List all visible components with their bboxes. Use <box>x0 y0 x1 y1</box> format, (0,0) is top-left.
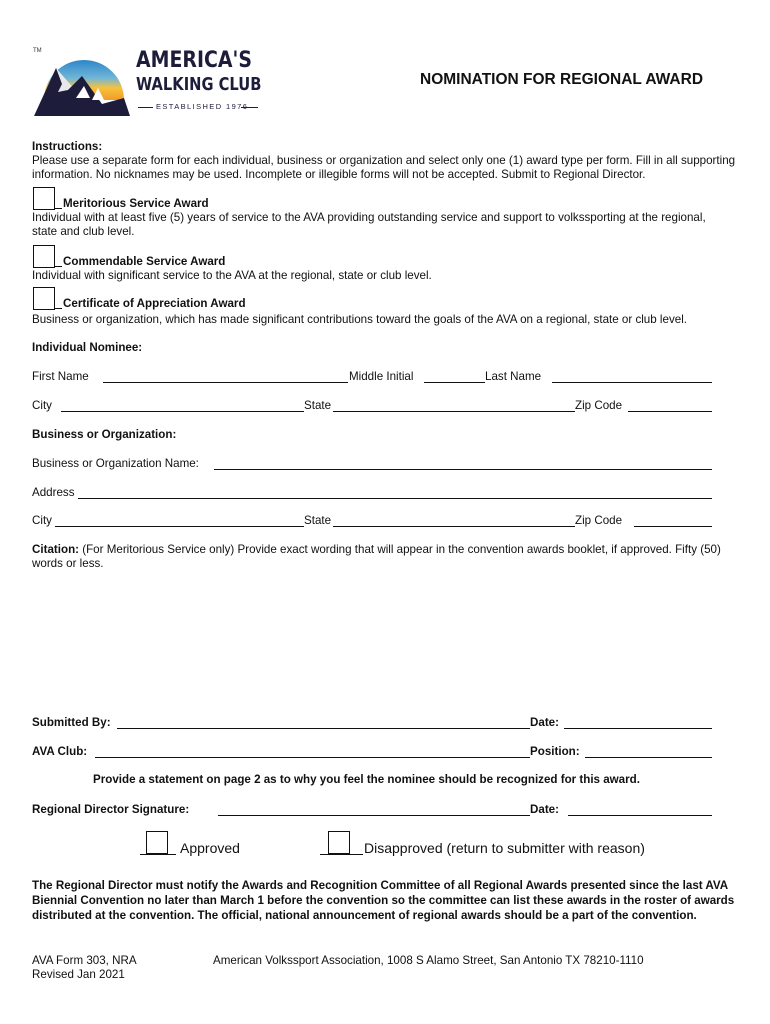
commendable-award-underline <box>54 266 62 267</box>
first-name-label: First Name <box>32 370 89 383</box>
citation-text: (For Meritorious Service only) Provide exact wording that will appear in the convention awards booklet, if approved. Fifty (50) words or less. <box>32 543 721 570</box>
citation-label: Citation: <box>32 543 80 556</box>
business-name-field[interactable] <box>214 469 712 470</box>
ava-club-field[interactable] <box>95 757 530 758</box>
logo-tagline: ESTABLISHED 1976 <box>156 102 249 111</box>
footer-revised: Revised Jan 2021 <box>32 968 125 981</box>
meritorious-award-checkbox[interactable] <box>33 187 55 210</box>
disapproved-underline <box>320 854 363 855</box>
middle-initial-field[interactable] <box>424 382 485 383</box>
zip-label: Zip Code <box>575 399 623 412</box>
business-address-label: Address <box>32 486 75 499</box>
state-label: State <box>304 399 332 412</box>
closing-note: The Regional Director must notify the Awards and Recognition Committee of all Regional Awards presented since the last AVA Biennial Convention no later than March 1 before the convention so the committee can list these awards in the roster of awards distributed at the convention. The official, national announcement of regional awards should be a part of the convention. <box>32 879 735 922</box>
submitted-by-field[interactable] <box>117 728 530 729</box>
commendable-award-checkbox[interactable] <box>33 245 55 268</box>
footer-form-id: AVA Form 303, NRA <box>32 954 137 967</box>
business-zip-label: Zip Code <box>575 514 623 527</box>
business-city-label: City <box>32 514 52 527</box>
disapproved-label: Disapproved (return to submitter with reason) <box>364 840 645 856</box>
instructions-text: Please use a separate form for each individual, business or organization and select only one (1) award type per form. Fill in all supporting information. No nicknames may be used. Incomplete or illegible forms will not be accepted. Submit to Regional Director. <box>32 154 736 181</box>
position-label: Position: <box>530 745 580 758</box>
business-heading: Business or Organization: <box>32 428 177 441</box>
individual-nominee-heading: Individual Nominee: <box>32 341 143 354</box>
director-signature-field[interactable] <box>218 815 530 816</box>
form-title: NOMINATION FOR REGIONAL AWARD <box>420 71 704 88</box>
last-name-label: Last Name <box>485 370 542 383</box>
instructions-heading: Instructions: <box>32 140 103 153</box>
citation-entry-area[interactable] <box>32 575 748 705</box>
meritorious-award-underline <box>54 208 62 209</box>
trademark-mark: TM <box>33 48 42 54</box>
first-name-field[interactable] <box>103 382 348 383</box>
submitted-date-label: Date: <box>530 716 559 729</box>
logo-line-2: WALKING CLUB <box>136 75 262 95</box>
business-state-field[interactable] <box>333 526 575 527</box>
meritorious-award-desc: Individual with at least five (5) years of service to the AVA providing outstanding service and support to volkssporting at the regional, state and club level. <box>32 211 706 238</box>
commendable-award-desc: Individual with significant service to the AVA at the regional, state or club level. <box>32 269 432 282</box>
business-city-field[interactable] <box>55 526 304 527</box>
citation-block <box>32 543 748 571</box>
commendable-award-title: Commendable Service Award <box>63 255 226 268</box>
approved-label: Approved <box>180 840 240 856</box>
appreciation-award-checkbox[interactable] <box>33 287 55 310</box>
logo-rule-left <box>138 107 153 108</box>
approved-underline <box>140 854 176 855</box>
appreciation-award-underline <box>54 308 62 309</box>
director-date-field[interactable] <box>568 815 712 816</box>
director-date-label: Date: <box>530 803 559 816</box>
approved-checkbox[interactable] <box>146 831 168 854</box>
statement-note: Provide a statement on page 2 as to why you feel the nominee should be recognized for this award. <box>93 773 640 786</box>
mountain-logo-icon <box>32 46 132 118</box>
footer-address: American Volkssport Association, 1008 S Alamo Street, San Antonio TX 78210-1110 <box>213 954 644 967</box>
logo-rule-right <box>241 107 258 108</box>
business-address-field[interactable] <box>78 498 712 499</box>
business-name-label: Business or Organization Name: <box>32 457 199 470</box>
business-zip-field[interactable] <box>634 526 712 527</box>
meritorious-award-title: Meritorious Service Award <box>63 197 209 210</box>
ava-club-label: AVA Club: <box>32 745 88 758</box>
city-label: City <box>32 399 52 412</box>
state-field[interactable] <box>333 411 575 412</box>
appreciation-award-title: Certificate of Appreciation Award <box>63 297 246 310</box>
disapproved-checkbox[interactable] <box>328 831 350 854</box>
city-field[interactable] <box>61 411 304 412</box>
zip-field[interactable] <box>628 411 712 412</box>
logo-line-1: AMERICA'S <box>136 48 252 73</box>
submitted-date-field[interactable] <box>564 728 712 729</box>
middle-initial-label: Middle Initial <box>349 370 414 383</box>
last-name-field[interactable] <box>552 382 712 383</box>
appreciation-award-desc: Business or organization, which has made significant contributions toward the goals of the AVA on a regional, state or club level. <box>32 313 687 326</box>
business-state-label: State <box>304 514 332 527</box>
position-field[interactable] <box>585 757 712 758</box>
submitted-by-label: Submitted By: <box>32 716 111 729</box>
logo <box>30 44 265 120</box>
director-signature-label: Regional Director Signature: <box>32 803 190 816</box>
